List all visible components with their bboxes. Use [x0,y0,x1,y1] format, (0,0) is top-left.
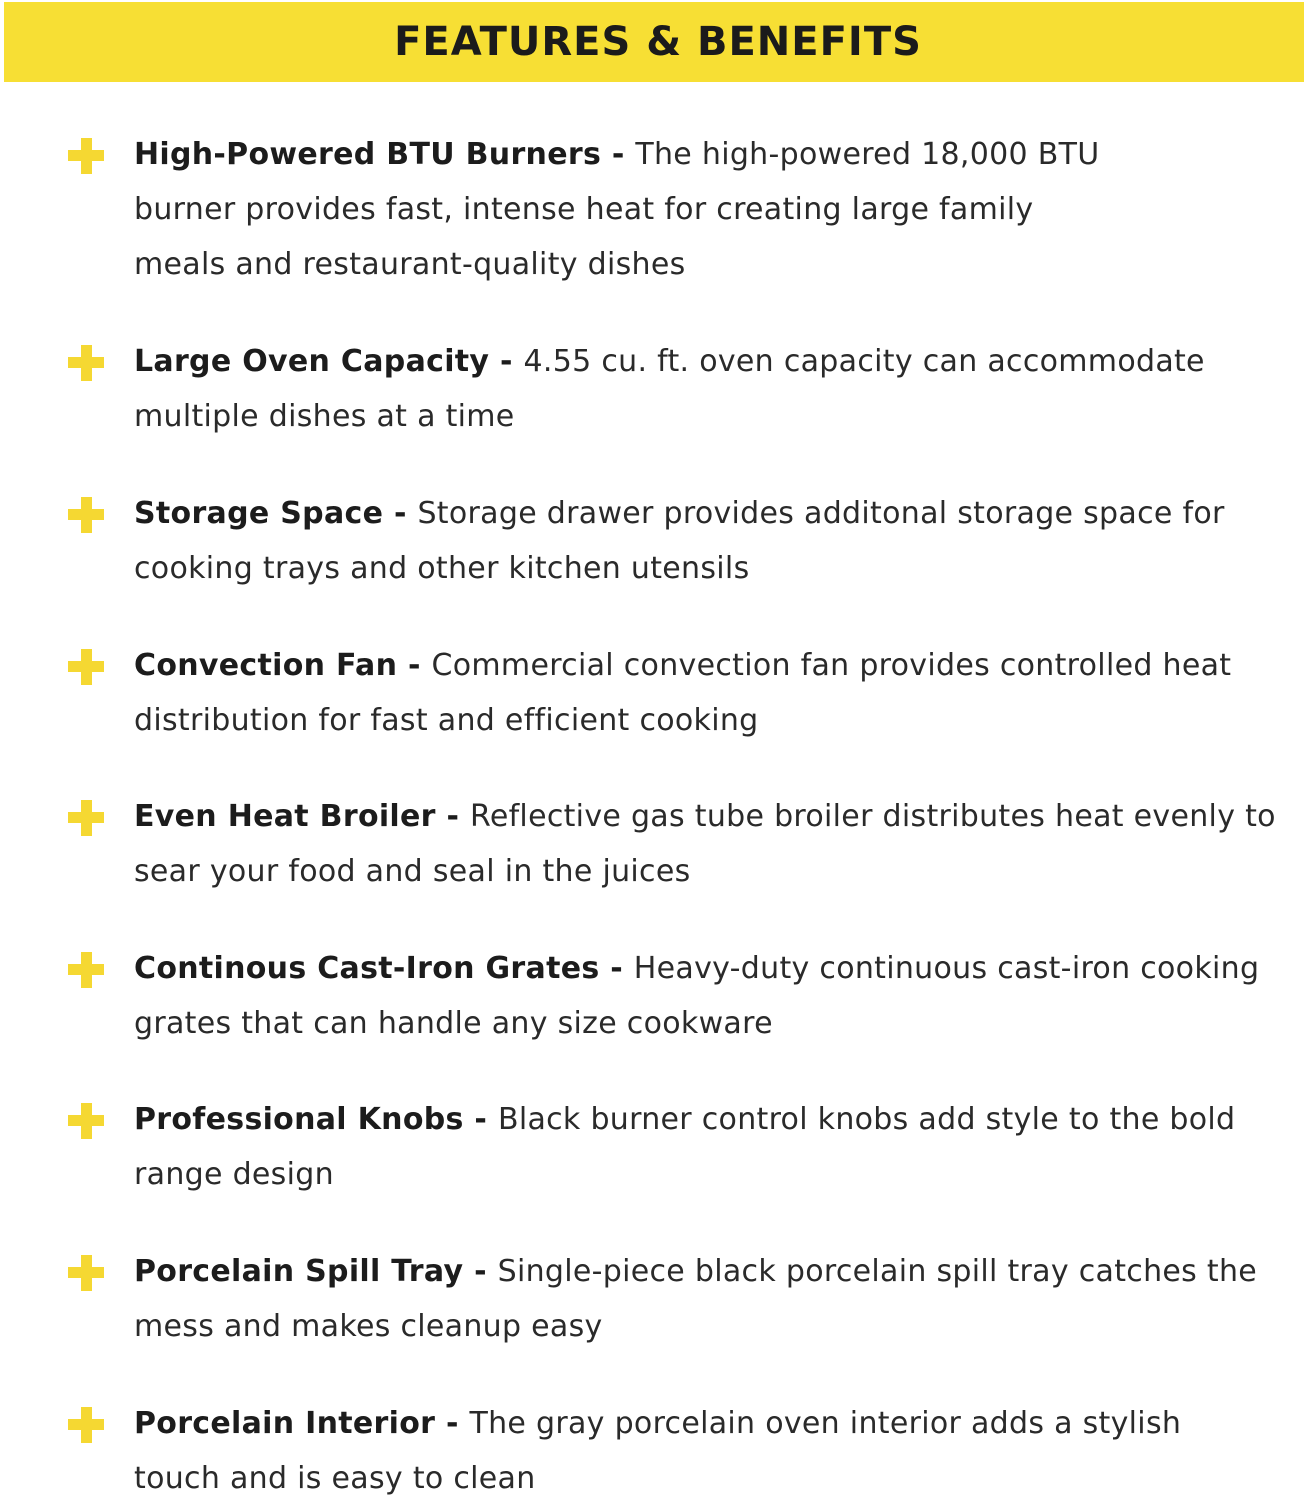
feature-description: meals and restaurant-quality dishes [134,247,686,282]
plus-icon [68,345,104,381]
feature-text [134,334,1304,444]
feature-description: Commercial convection fan provides controlled heat [431,648,1232,683]
feature-description: multiple dishes at a time [134,399,515,434]
feature-description: burner provides fast, intense heat for creating large family [134,192,1034,227]
feature-description: sear your food and seal in the juices [134,854,691,889]
feature-title: Storage Space [134,496,384,531]
feature-description: touch and is easy to clean [134,1461,536,1496]
feature-title: Porcelain Interior [134,1406,436,1441]
plus-icon [68,497,104,533]
feature-separator: - [383,496,418,531]
feature-description: range design [134,1157,334,1192]
plus-icon [68,649,104,685]
feature-description: The high-powered 18,000 BTU [635,137,1100,172]
feature-text [134,1396,1304,1506]
feature-description: Black burner control knobs add style to the bold [497,1102,1236,1137]
feature-description: grates that can handle any size cookware [134,1006,773,1041]
feature-title: High-Powered BTU Burners [134,137,602,172]
feature-title: Convection Fan [134,648,398,683]
feature-separator: - [435,799,471,834]
plus-icon [68,138,104,174]
feature-text [134,127,1304,292]
plus-icon [68,952,104,988]
feature-separator: - [601,137,636,172]
feature-separator: - [463,1102,498,1137]
plus-icon [68,1255,104,1291]
feature-description: Single-piece black porcelain spill tray catches the [497,1254,1258,1289]
plus-icon [68,1103,104,1139]
feature-text [134,789,1304,899]
feature-description: cooking trays and other kitchen utensils [134,551,750,586]
feature-separator: - [489,344,524,379]
feature-description: Heavy-duty continuous cast-iron cooking [633,951,1260,986]
feature-description: Storage drawer provides additonal storage space for [417,496,1225,531]
feature-text [134,486,1304,596]
feature-text [134,1244,1304,1354]
feature-title: Large Oven Capacity [134,344,490,379]
plus-icon [68,1407,104,1443]
feature-separator: - [397,648,432,683]
feature-title: Even Heat Broiler [134,799,436,834]
plus-icon [68,800,104,836]
feature-title: Professional Knobs [134,1102,464,1137]
page-title: FEATURES & BENEFITS [394,19,922,65]
feature-separator: - [463,1254,498,1289]
feature-text [134,1092,1304,1202]
feature-title: Continous Cast-Iron Grates [134,951,600,986]
feature-description: The gray porcelain oven interior adds a stylish [469,1406,1182,1441]
feature-description: Reflective gas tube broiler distributes heat evenly to [470,799,1276,834]
feature-description: 4.55 cu. ft. oven capacity can accommodate [523,344,1205,379]
feature-separator: - [599,951,634,986]
feature-text [134,941,1304,1051]
feature-description: distribution for fast and efficient cooking [134,703,759,738]
feature-description: mess and makes cleanup easy [134,1309,603,1344]
feature-text [134,638,1304,748]
feature-title: Porcelain Spill Tray [134,1254,464,1289]
feature-separator: - [435,1406,470,1441]
